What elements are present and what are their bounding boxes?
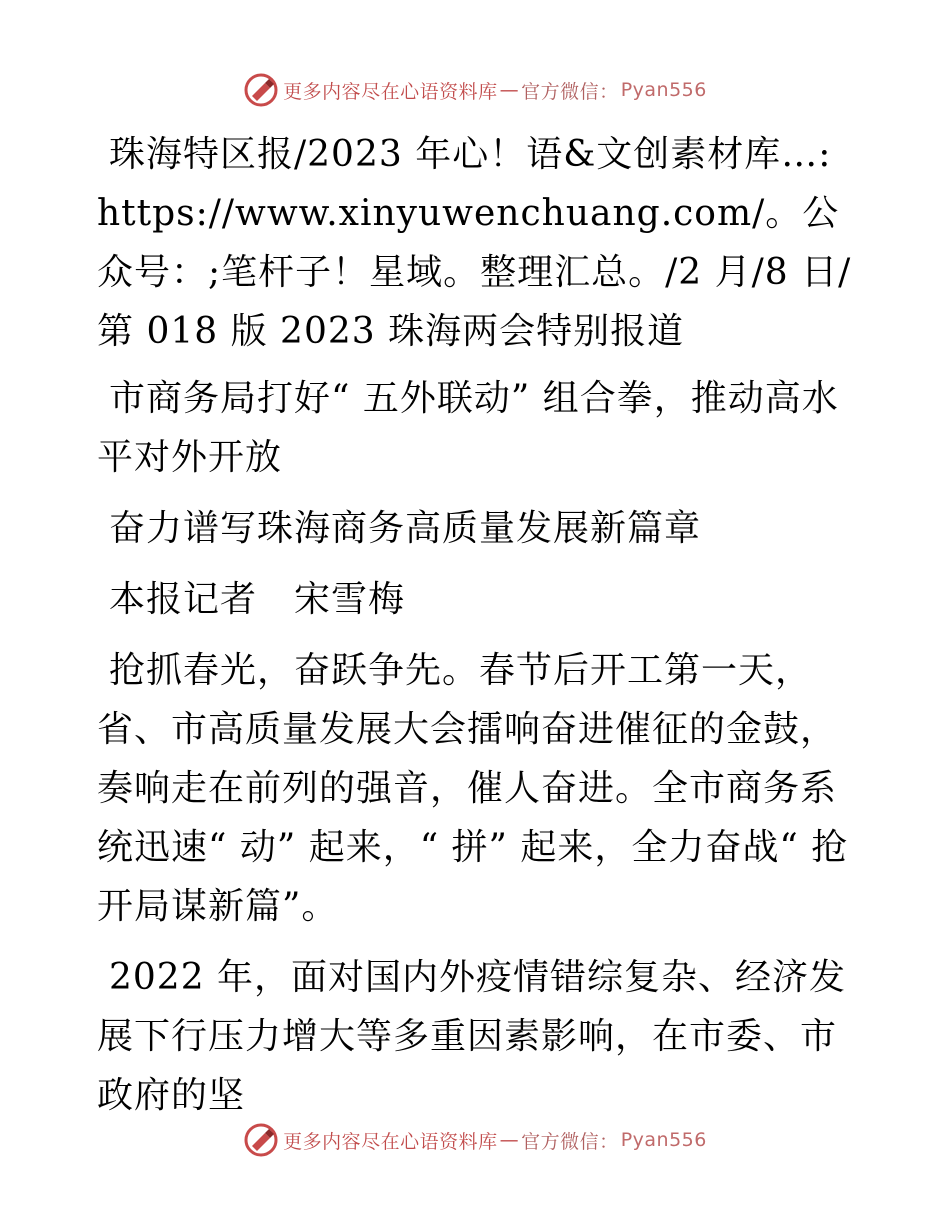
brand-logo-icon: [243, 1122, 279, 1158]
watermark-header: [0, 70, 950, 110]
article-paragraph: 2022 年，面对国内外疫情错综复杂、经济发展下行压力增大等多重因素影响，在市委、市政府的坚: [97, 957, 847, 1116]
watermark-separator: —: [499, 1129, 520, 1151]
watermark-separator: —: [499, 79, 520, 101]
article-paragraph: 抢抓春光，奋跃争先。春节后开工第一天，省、市高质量发展大会擂响奋进催征的金鼓，奏响走在前列的强音，催人奋进。全市商务系统迅速“ 动” 起来，“ 拼” 起来，全力奋战“ 抢开局谋新篇”。: [97, 650, 849, 927]
watermark-text: 更多内容尽在心语资料库: [283, 80, 498, 103]
watermark-label: 官方微信：: [521, 80, 619, 103]
watermark-account: Pyan556: [620, 1129, 707, 1151]
article-subheadline: 奋力谱写珠海商务高质量发展新篇章: [109, 508, 702, 549]
article-body: [97, 125, 857, 1137]
article-byline: 本报记者 宋雪梅: [109, 579, 406, 620]
watermark-account: Pyan556: [620, 79, 707, 101]
article-source-line: 珠海特区报/2023 年心！语&文创素材库…: https://www.xinyuwenchuang.com/。公众号：;笔杆子！星域。整理汇总。/2 月/8 日/第 018 版 2023 珠海两会特别报道: [97, 134, 852, 352]
watermark-label: 官方微信：: [521, 1130, 619, 1153]
article-headline: 市商务局打好“ 五外联动” 组合拳，推动高水平对外开放: [97, 378, 839, 478]
watermark-footer: [0, 1120, 950, 1160]
brand-logo-icon: [243, 72, 279, 108]
watermark-text: 更多内容尽在心语资料库: [283, 1130, 498, 1153]
